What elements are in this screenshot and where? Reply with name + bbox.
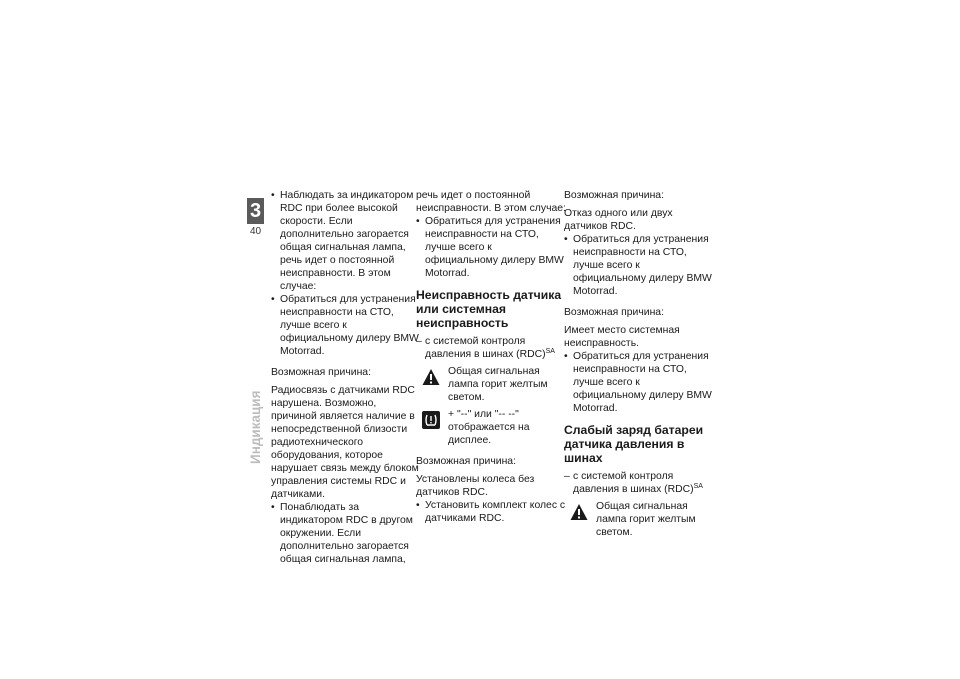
bullet-item: • Понаблюдать за индикатором RDC в другом окружении. Если дополнительно загорается общая сигнальная лампа, — [271, 501, 421, 566]
dash-item — [564, 470, 714, 496]
bullet-item: • Наблюдать за индикатором RDC при более высокой скорости. Если дополнительно загорается общая сигнальная лампа, речь идет о постоянной неисправности. В этом случае: — [271, 189, 421, 293]
warning-triangle-icon — [570, 503, 588, 521]
section-label-text: Индикация — [248, 390, 263, 464]
cause-text: Установлены колеса без датчиков RDC. — [416, 474, 535, 498]
bullet-item: • Обратиться для устранения неисправности на СТО, лучше всего к официальному дилеру BMW Motorrad. — [271, 293, 421, 358]
column-2 — [416, 189, 566, 525]
bullet-item: • Обратиться для устранения неисправности на СТО, лучше всего к официальному дилеру BMW Motorrad. — [564, 350, 714, 415]
bullet-item: • Обратиться для устранения неисправности на СТО, лучше всего к официальному дилеру BMW Motorrad. — [564, 233, 714, 298]
cause-text: Отказ одного или двух датчиков RDC. — [564, 208, 673, 232]
bullet-item: • Обратиться для устранения неисправности на СТО, лучше всего к официальному дилеру BMW Motorrad. — [416, 215, 566, 280]
chapter-number: 3 — [247, 198, 264, 224]
warning-indicator-row — [416, 365, 566, 404]
cause-text: Радиосвязь с датчиками RDC нарушена. Возможно, причиной является наличие в непосредственной близости радиотехнического оборудования, которое нарушает связь между блоком управления системы RDC и датчиками. — [271, 385, 419, 500]
warning-triangle-icon — [422, 368, 440, 386]
dash-item — [416, 335, 566, 361]
column-3 — [564, 189, 714, 539]
tpms-text: + "--" или "-- --" отображается на дисплее. — [448, 409, 530, 446]
sa-marker: SA — [545, 348, 555, 355]
section-heading: Неисправность датчика или системная неисправность — [416, 288, 562, 330]
section-heading: Слабый заряд батареи датчика давления в шинах — [564, 423, 704, 465]
cause-label: Возможная причина: — [564, 307, 664, 318]
column-1 — [271, 189, 421, 566]
page-number: 40 — [249, 226, 262, 237]
sa-marker: SA — [693, 483, 703, 490]
cause-label: Возможная причина: — [564, 190, 664, 201]
tpms-indicator-row — [416, 408, 566, 447]
warning-indicator-row — [564, 500, 714, 539]
tire-pressure-icon — [422, 411, 440, 429]
dash-text: с системой контроля давления в шинах (RDC) — [425, 336, 546, 360]
bullet-item: • Установить комплект колес с датчиками RDC. — [416, 499, 566, 525]
chapter-tab — [247, 198, 264, 239]
continued-text: речь идет о постоянной неисправности. В этом случае: — [416, 190, 566, 214]
dash-text: с системой контроля давления в шинах (RDC) — [573, 471, 694, 495]
cause-label: Возможная причина: — [271, 367, 371, 378]
cause-text: Имеет место системная неисправность. — [564, 325, 680, 349]
section-label — [247, 344, 264, 464]
warning-text: Общая сигнальная лампа горит желтым светом. — [596, 501, 696, 538]
cause-label: Возможная причина: — [416, 456, 516, 467]
warning-text: Общая сигнальная лампа горит желтым светом. — [448, 366, 548, 403]
